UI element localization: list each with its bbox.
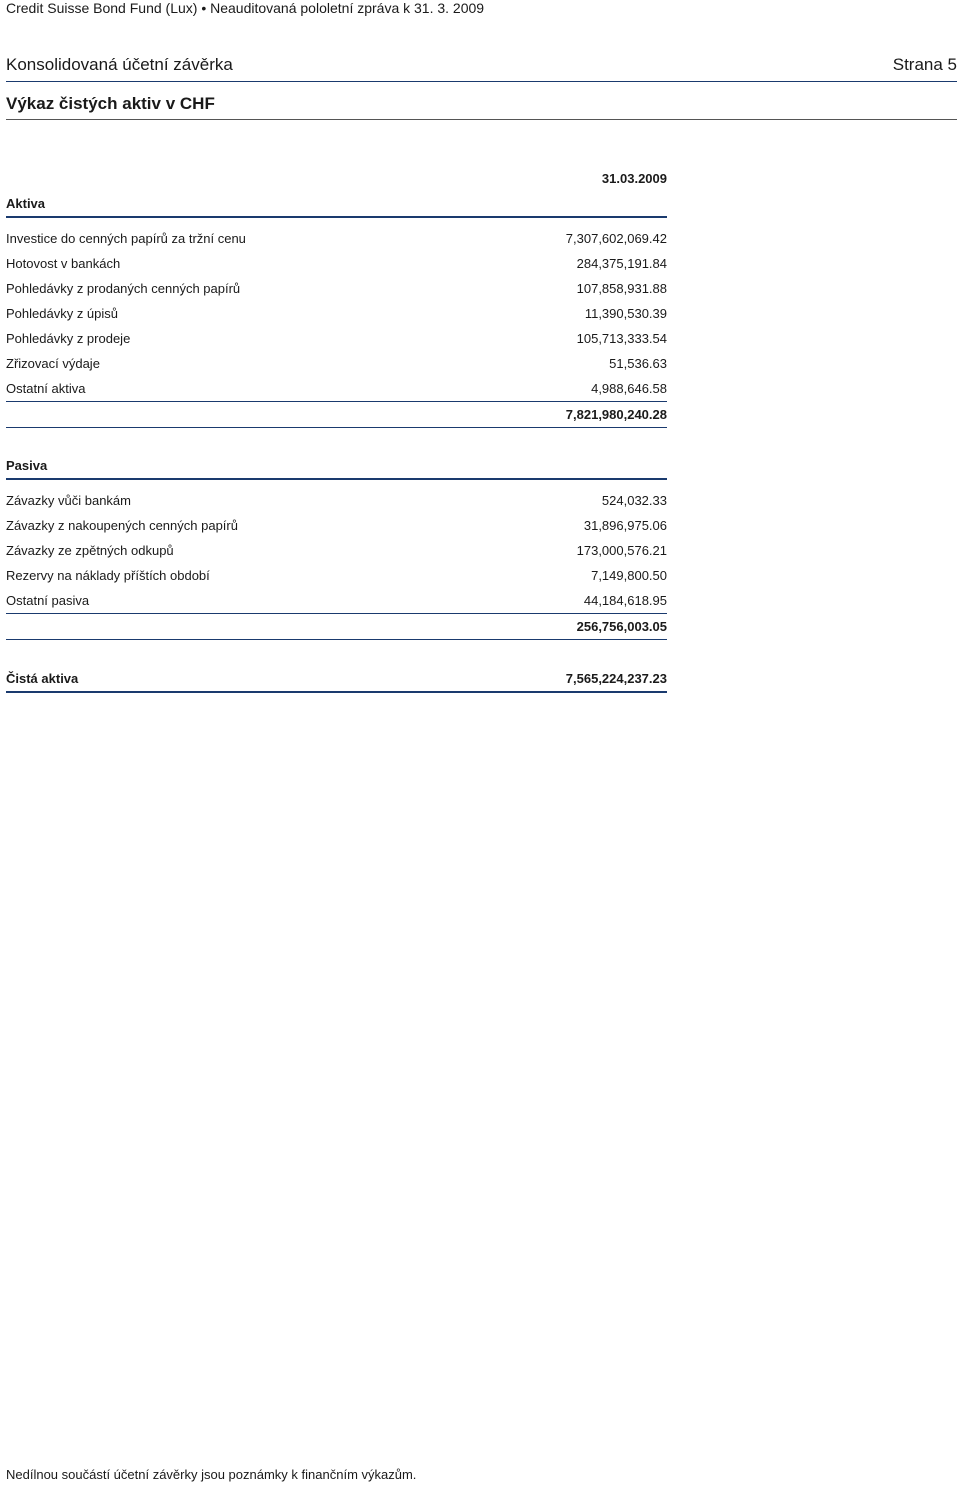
- row-label: Investice do cenných papírů za tržní cenu: [6, 231, 246, 246]
- pasiva-heading: Pasiva: [6, 458, 48, 473]
- statement-title: Výkaz čistých aktiv v CHF: [6, 94, 215, 113]
- row-label: Pohledávky z prodaných cenných papírů: [6, 281, 241, 296]
- row-label: Závazky ze zpětných odkupů: [6, 543, 174, 558]
- net-assets-label: Čistá aktiva: [6, 671, 79, 686]
- table-row: [6, 588, 667, 613]
- net-assets-table: [6, 160, 667, 693]
- net-assets-row: [6, 666, 667, 691]
- net-assets-value: 7,565,224,237.23: [565, 671, 667, 686]
- section-title: Konsolidovaná účetní závěrka: [6, 55, 233, 74]
- table-row: [6, 326, 667, 351]
- aktiva-rows: [6, 226, 667, 401]
- row-label: Zřizovací výdaje: [6, 356, 100, 371]
- table-row: [6, 488, 667, 513]
- row-value: 31,896,975.06: [583, 518, 667, 533]
- row-value: 51,536.63: [609, 356, 667, 371]
- pasiva-rows: [6, 488, 667, 613]
- row-value: 105,713,333.54: [576, 331, 667, 346]
- date-header: 31.03.2009: [601, 170, 667, 186]
- row-label: Pohledávky z prodeje: [6, 331, 131, 346]
- statement-divider: [6, 119, 957, 120]
- table-row: [6, 251, 667, 276]
- row-value: 7,149,800.50: [591, 568, 667, 583]
- table-row: [6, 538, 667, 563]
- table-row: [6, 376, 667, 401]
- row-label: Pohledávky z úpisů: [6, 306, 119, 321]
- table-row: [6, 226, 667, 251]
- row-value: 11,390,530.39: [584, 306, 667, 321]
- table-row: [6, 513, 667, 538]
- aktiva-heading-row: [6, 196, 667, 216]
- row-label: Ostatní aktiva: [6, 381, 86, 396]
- aktiva-heading: Aktiva: [6, 196, 46, 211]
- row-value: 7,307,602,069.42: [565, 231, 667, 246]
- row-value: 524,032.33: [601, 493, 667, 508]
- table-row: [6, 276, 667, 301]
- pasiva-total-row: [6, 614, 667, 639]
- row-value: 107,858,931.88: [576, 281, 667, 296]
- row-label: Závazky z nakoupených cenných papírů: [6, 518, 238, 533]
- aktiva-total-row: [6, 402, 667, 427]
- row-label: Rezervy na náklady příštích období: [6, 568, 210, 583]
- date-header-row: [6, 160, 667, 196]
- row-label: Závazky vůči bankám: [6, 493, 131, 508]
- table-row: [6, 301, 667, 326]
- pasiva-total: 256,756,003.05: [576, 619, 667, 634]
- page-number: Strana 5: [892, 55, 957, 74]
- header-divider: [6, 81, 957, 82]
- row-value: 44,184,618.95: [583, 593, 667, 608]
- net-assets-rule: [6, 691, 667, 693]
- row-value: 284,375,191.84: [576, 256, 667, 271]
- row-value: 173,000,576.21: [576, 543, 667, 558]
- table-row: [6, 563, 667, 588]
- row-label: Ostatní pasiva: [6, 593, 90, 608]
- row-value: 4,988,646.58: [591, 381, 667, 396]
- row-label: Hotovost v bankách: [6, 256, 121, 271]
- footer-note: Nedílnou součástí účetní závěrky jsou poznámky k finančním výkazům.: [6, 1467, 417, 1482]
- document-header: Credit Suisse Bond Fund (Lux) • Neauditovaná pololetní zpráva k 31. 3. 2009: [6, 0, 485, 16]
- pasiva-heading-row: [6, 453, 667, 478]
- table-row: [6, 351, 667, 376]
- aktiva-total: 7,821,980,240.28: [565, 407, 667, 422]
